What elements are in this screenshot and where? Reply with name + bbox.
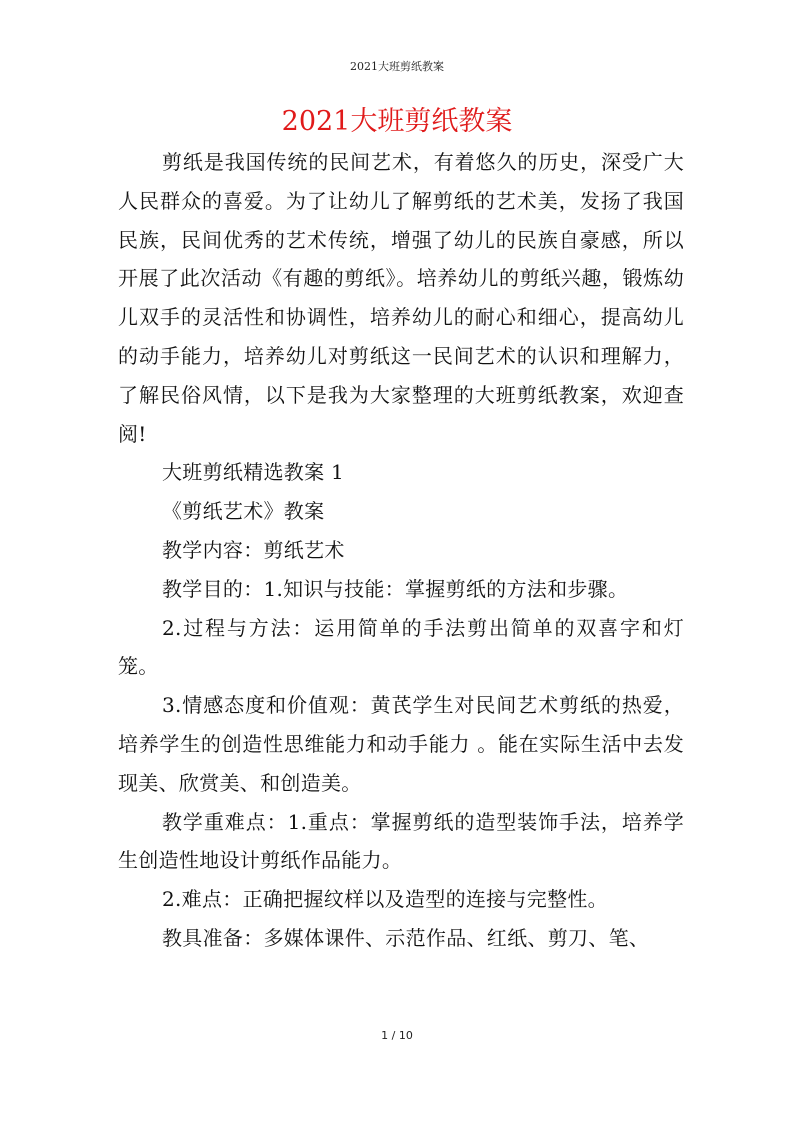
paragraph-lesson-title: 《剪纸艺术》教案 — [162, 499, 325, 524]
paragraph-teaching-content: 教学内容：剪纸艺术 — [162, 537, 345, 562]
paragraph-key-points: 教学重难点：1.重点：掌握剪纸的造型装饰手法，培养学生创造性地设计剪纸作品能力。 — [118, 809, 684, 873]
paragraph-difficulty: 2.难点：正确把握纹样以及造型的连接与完整性。 — [162, 887, 608, 912]
paragraph-materials: 教具准备：多媒体课件、示范作品、红纸、剪刀、笔、 — [162, 925, 650, 950]
document-body — [118, 143, 684, 958]
page-number: 1 / 10 — [381, 1029, 413, 1042]
paragraph-process-method: 2.过程与方法：运用简单的手法剪出简单的双喜字和灯笼。 — [118, 615, 684, 679]
paragraph-teaching-goal: 教学目的：1.知识与技能：掌握剪纸的方法和步骤。 — [162, 576, 629, 601]
paragraph-intro: 剪纸是我国传统的民间艺术，有着悠久的历史，深受广大人民群众的喜爱。为了让幼儿了解剪纸的艺术美，发扬了我国民族，民间优秀的艺术传统，增强了幼儿的民族自豪感，所以开展了此次活动《有趣的剪纸》。培养幼儿的剪纸兴趣，锻炼幼儿双手的灵活性和协调性，培养幼儿的耐心和细心，提高幼儿的动手能力，培养幼儿对剪纸这一民间艺术的认识和理解力，了解民俗风情，以下是我为大家整理的大班剪纸教案，欢迎查阅! — [118, 150, 684, 446]
paragraph-emotion-values: 3.情感态度和价值观：黄芪学生对民间艺术剪纸的热爱，培养学生的创造性思维能力和动手能力 。能在实际生活中去发现美、欣赏美、和创造美。 — [118, 693, 684, 795]
document-title: 2021大班剪纸教案 — [281, 106, 513, 137]
running-header: 2021大班剪纸教案 — [350, 60, 444, 73]
paragraph-lesson-heading: 大班剪纸精选教案 1 — [162, 460, 345, 485]
